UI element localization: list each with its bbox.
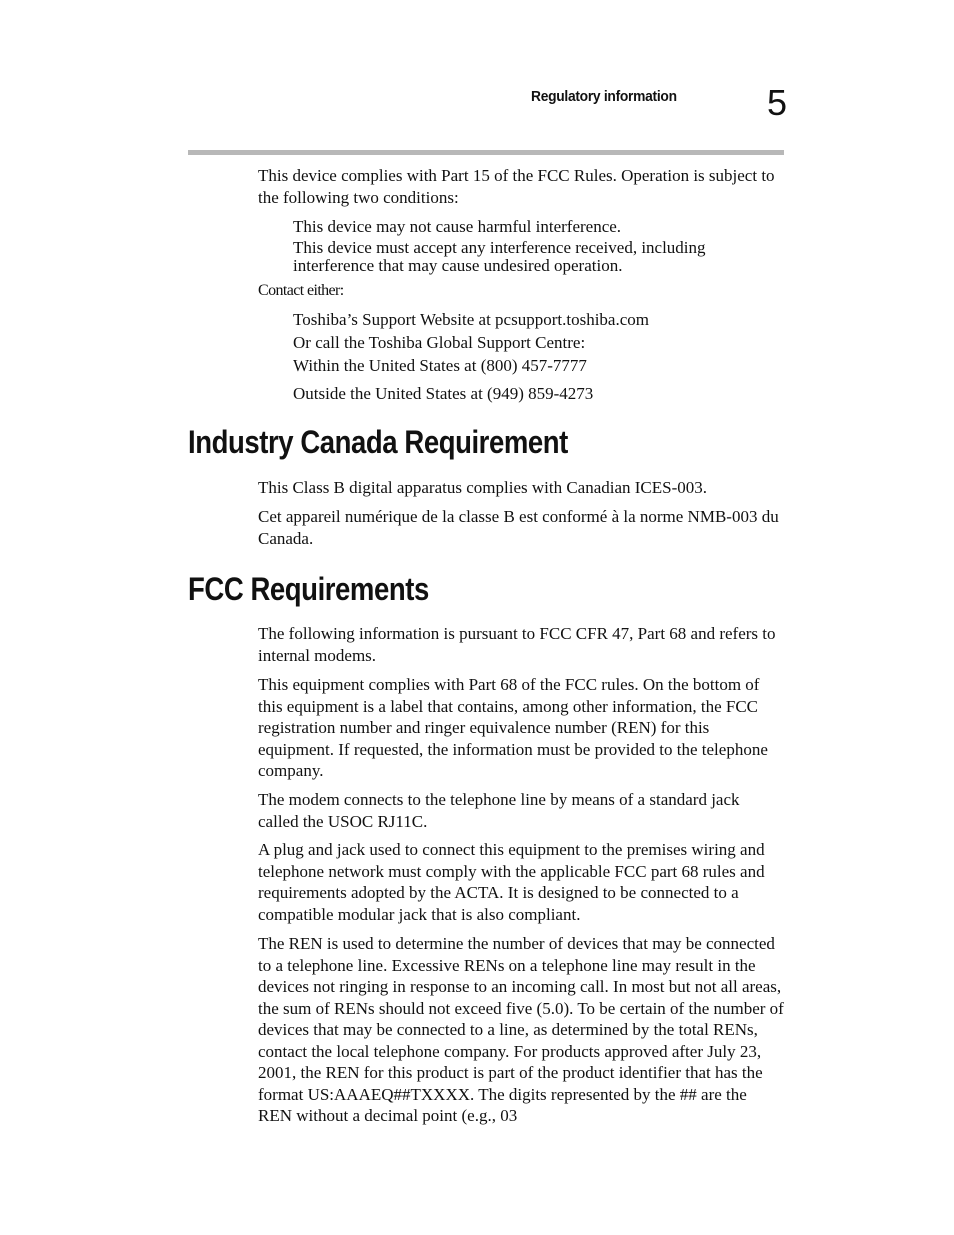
fcc-requirements-heading: FCC Requirements [188, 571, 429, 607]
contact-outside-phone: Outside the United States at (949) 859-4273 [293, 384, 594, 403]
header-section-title: Regulatory information [531, 88, 677, 105]
fcc-req-para-3: The modem connects to the telephone line by means of a standard jack called the USOC RJ11C. [258, 790, 740, 831]
fcc-req-para-5: The REN is used to determine the number of devices that may be connected to a telephone line. Excessive RENs on a telephone line may result in the devices not ringing in response to an incoming call. In most but not all areas, the sum of RENs should not exceed five (5.0). To be certain of the number of devices that may be connected to a line, as determined by the total RENs, contact the local telephone company. For products approved after July 23, 2001, the REN for this product is part of the product identifier that has the format US:AAAEQ##TXXXX. The digits represented by the ## are the REN without a decimal point (e.g., 03 [258, 934, 784, 1125]
industry-canada-para-fr: Cet appareil numérique de la classe B est conformé à la norme NMB-003 du Canada. [258, 507, 779, 548]
contact-website: Toshiba’s Support Website at pcsupport.toshiba.com [293, 310, 649, 329]
contact-label: Contact either: [258, 282, 344, 299]
fcc-part15-intro: This device complies with Part 15 of the FCC Rules. Operation is subject to the following two conditions: [258, 166, 775, 207]
industry-canada-heading: Industry Canada Requirement [188, 424, 568, 460]
page-number: 5 [767, 82, 788, 123]
fcc-condition-1: This device may not cause harmful interference. [293, 217, 622, 236]
fcc-req-para-1: The following information is pursuant to FCC CFR 47, Part 68 and refers to internal modems. [258, 624, 776, 665]
contact-us-phone: Within the United States at (800) 457-7777 [293, 356, 587, 375]
fcc-req-para-2: This equipment complies with Part 68 of the FCC rules. On the bottom of this equipment is a label that contains, among other information, the FCC registration number and ringer equivalence number (REN) for this equipment. If requested, the information must be provided to the telephone company. [258, 675, 768, 780]
fcc-req-para-4: A plug and jack used to connect this equipment to the premises wiring and telephone network must comply with the applicable FCC part 68 rules and requirements adopted by the ACTA. It is designed to be connected to a compatible modular jack that is also compliant. [258, 840, 765, 924]
header-divider [188, 150, 784, 155]
fcc-condition-2: This device must accept any interference received, including interference that may cause undesired operation. [293, 238, 706, 275]
contact-call: Or call the Toshiba Global Support Centre: [293, 333, 586, 352]
industry-canada-para-en: This Class B digital apparatus complies with Canadian ICES-003. [258, 478, 708, 497]
